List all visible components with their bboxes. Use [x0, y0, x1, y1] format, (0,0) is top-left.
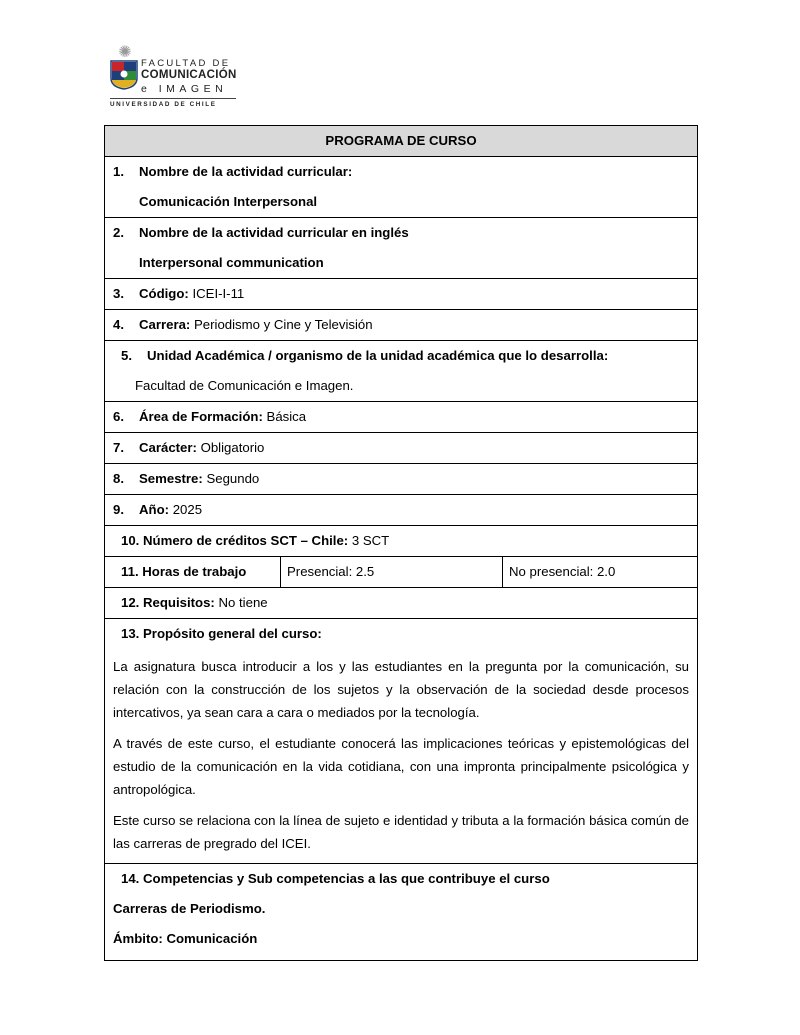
row-number: 3. [113, 286, 124, 301]
row-value: No tiene [214, 595, 268, 610]
purpose-paragraph-3: Este curso se relaciona con la línea de sujeto e identidad y tributa a la formación básica común de las carreras de pregrado del ICEI. [113, 813, 689, 851]
hours-no-presencial: No presencial: 2.0 [503, 557, 698, 588]
row-number: 8. [113, 471, 124, 486]
row-label: Área de Formación: [139, 409, 263, 424]
row-number: 13. [121, 626, 140, 641]
row-value: Obligatorio [196, 440, 265, 455]
row-credits [105, 526, 698, 557]
row-number: 7. [113, 440, 124, 455]
competencies-career: Carreras de Periodismo. [113, 901, 266, 916]
row-number: 14. [121, 871, 140, 886]
row-label: Carácter: [139, 440, 197, 455]
page-title: PROGRAMA DE CURSO [105, 126, 698, 157]
row-value: Interpersonal communication [139, 255, 324, 270]
logo-line-4: UNIVERSIDAD DE CHILE [110, 101, 217, 108]
logo-line-1: FACULTAD DE [141, 58, 231, 69]
row-label: Competencias y Sub competencias a las que contribuye el curso [143, 871, 550, 886]
row-label: Horas de trabajo [142, 564, 247, 579]
row-formation-area [105, 402, 698, 433]
row-label: Carrera: [139, 317, 191, 332]
row-value: Periodismo y Cine y Televisión [190, 317, 373, 332]
row-requirements [105, 588, 698, 619]
table-header-row [105, 126, 698, 157]
row-code [105, 279, 698, 310]
row-number: 11. [121, 564, 139, 579]
row-value: Facultad de Comunicación e Imagen. [135, 378, 354, 393]
row-number: 10. [121, 533, 140, 548]
row-number: 2. [113, 225, 124, 240]
row-label: Semestre: [139, 471, 203, 486]
row-number: 4. [113, 317, 124, 332]
row-year [105, 495, 698, 526]
row-value: 3 SCT [348, 533, 390, 548]
logo-line-3: e IMAGEN [141, 83, 228, 95]
row-label: Número de créditos SCT – Chile: [143, 533, 349, 548]
purpose-paragraph-2: A través de este curso, el estudiante conocerá las implicaciones teóricas y epistemológicas del estudio de la comunicación en la vida cotidiana, con una impronta principalmente psicológica y antropológica. [113, 736, 689, 797]
row-value: Comunicación Interpersonal [139, 194, 318, 209]
star-icon: ✺ [118, 42, 132, 61]
row-value: ICEI-I-11 [188, 286, 245, 301]
row-label: Año: [139, 502, 170, 517]
row-character [105, 433, 698, 464]
row-label: Requisitos: [143, 595, 215, 610]
row-number: 12. [121, 595, 140, 610]
course-program-table [104, 125, 698, 961]
purpose-paragraph-1: La asignatura busca introducir a los y las estudiantes en la pregunta por la comunicación, su relación con la construcción de los sujetos y la observación de la sociedad desde procesos intercativos, ya sean cara a cara o mediados por la tecnología. [113, 659, 689, 720]
row-work-hours [105, 557, 698, 588]
row-number: 9. [113, 502, 124, 517]
row-career [105, 310, 698, 341]
logo-divider [110, 98, 236, 99]
row-number: 1. [113, 164, 124, 179]
row-number: 6. [113, 409, 124, 424]
row-label: Propósito general del curso: [143, 626, 322, 641]
row-label: Nombre de la actividad curricular: [139, 164, 353, 179]
row-number: 5. [121, 348, 132, 363]
row-competencies [105, 864, 698, 961]
hours-presencial: Presencial: 2.5 [281, 557, 503, 588]
faculty-logo [110, 44, 250, 110]
row-activity-name-english [105, 218, 698, 279]
competencies-scope: Ámbito: Comunicación [113, 931, 258, 946]
row-value: Básica [262, 409, 307, 424]
university-seal-icon [110, 60, 138, 90]
row-activity-name [105, 157, 698, 218]
row-label: Nombre de la actividad curricular en inglés [139, 225, 409, 240]
row-label: Unidad Académica / organismo de la unidad académica que lo desarrolla: [147, 348, 609, 363]
logo-line-2: COMUNICACIÓN [141, 69, 237, 81]
row-value: 2025 [169, 502, 203, 517]
row-academic-unit [105, 341, 698, 402]
row-value: Segundo [202, 471, 260, 486]
row-label: Código: [139, 286, 189, 301]
row-semester [105, 464, 698, 495]
row-purpose [105, 619, 698, 864]
